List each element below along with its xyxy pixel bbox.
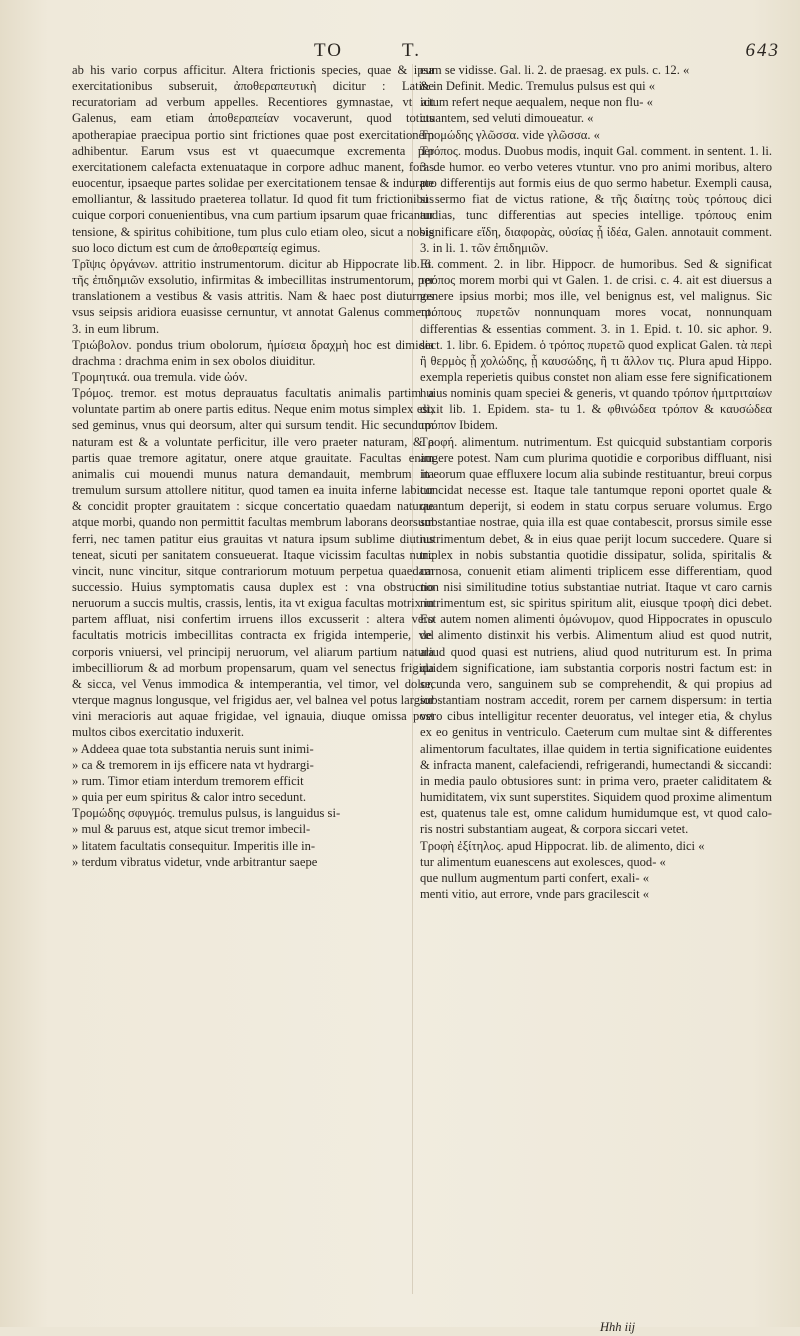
quoted-line: ctuantem, sed veluti dimoueatur. « <box>420 111 594 126</box>
paragraph: Τρῖψις ὀργάνων. attritio instrumentorum. dicitur ab Hippocrate lib. 6. τῆς ἐπιδημιῶν exsolutio, infirmitas & imbecillitas instrumentorum, per translationem a vestibus & vasis attritis. Nam & haec post diuturnos vsus seipsis aridiora euasisse cernuntur, vt annotat Galenus comment. 3. in eum librum. <box>72 256 434 336</box>
quoted-line: menti vitio, aut errore, vnde pars gracilescit « <box>420 886 650 901</box>
paragraph: Τροφή. alimentum. nutrimentum. Est quicquid substantiam corporis augere potest. Nam cum plurima quotidie e corporibus diffluant, nisi in eorum quae effluxere locum alia subinde restituantur, breui corpus concidat necesse est. Itaque tale tantumque reponi oportet quale & quantum deperijt, si eodem in statu corpus seruare volumus. Ergo substantiae nostrae, quia illa est quae contabescit, prorsus simile esse nutrimentum debet, & in eius quae perijt locum succedere. Quare si triplex in nobis substantia quotidie dissipatur, solida, spiritalis & carnosa, conuenit etiam alimenti triplicem esse differentiam, quod non nisi similitudine totius substantiae nutriat. Itaque vt caro carnis nutrimentum est, sic spiritus spiritum alit, eiusque τροφὴ dici debet. Est autem nomen alimenti ὁμώνυμον, quod Hippocrates in opusculo de alimento distinxit his verbis. Alimentum aliud est quod nutrit, aliud quod quasi est nutriens, aliud quod nutriturum est. In prima quidem significatione, iam substantia corporis nostri factum est: in secunda vero, sanguinem sub se comprehendit, & qui propius ad substantiam nostram accedit, rorem per carnem dispersum: in tertia vero cibus intelligitur recenter deuoratus, vel integer etia, & chylus ex eo genitus in ventriculo. Caeterum cum multae sint & differentes alimentorum facultates, illae quidem in tertia significatione euidentes & infracta manent, calefaciendi, refrigerandi, humectandi & siccandi: in media paulo obtusiores sunt: in prima vero, praeter caliditatem & humiditatem, vix sunt superstites. Siquidem quod proxime alimentum est, quatenus tale est, omne calidum humidumque est, vt quod calo- ris nostri substantiam augeat, & corpora siccari vetet. <box>420 434 772 837</box>
quoted-line: & in Definit. Medic. Tremulus pulsus est qui « <box>420 79 656 94</box>
right-column <box>420 62 772 1302</box>
quoted-line: ictum refert neque aequalem, neque non flu- « <box>420 95 653 110</box>
page-number: 643 <box>745 40 780 61</box>
running-head-right: T. <box>402 40 421 61</box>
running-head-left: TO <box>314 40 343 61</box>
paragraph: Τρόπος. modus. Duobus modis, inquit Gal. comment. in sentent. 1. li. 3. de humor. eo verbo veteres vtuntur. vno pro animi moribus, altero pro differentijs aut formis eius de quo sermo habetur. Exempli causa, si sermo fiat de victus ratione, & τῆς διαίτης τοὺς τρόπους dici audias, tunc differentias aut species intellige. τρόπους enim significare εἴδη, διαφορὰς, οὐσίας ᾗ ἰδέα, Galen. annotauit comment. 3. in li. 1. τῶν ἐπιδημιῶν. <box>420 143 772 255</box>
paragraph: Τριώβολον. pondus trium obolorum, ἡμίσεια δραχμὴ hoc est dimidia drachma : drachma enim in sex obolos diuiditur. <box>72 337 434 368</box>
paragraph: Τρομώδης γλῶσσα. vide γλῶσσα. « <box>420 127 600 142</box>
quoted-line: » ca & tremorem in ijs efficere nata vt hydrargi- <box>72 757 314 772</box>
paragraph: Τρομητικά. oua tremula. vide ὠόν. <box>72 369 248 384</box>
quoted-line: » quia per eum spiritus & calor intro secedunt. <box>72 790 306 805</box>
paragraph: Et comment. 2. in libr. Hippocr. de humoribus. Sed & significat τρόπος morem morbi qui vt Galen. 1. de crisi. c. 4. ait est diuersus a genere ipsius morbi; mos ille, vel benignus est, vel malignus. Sic τρόπους πυρετῶν nonnunquam mores vocat, nonnunquam differentias & essentias comment. 3. in 1. Epid. t. 10. sic aphor. 9. sect. 1. libr. 6. Epidem. ὁ τρόπος πυρετῶ quod explicat Galen. τὰ περὶ ἢ θερμὸς ᾗ χολώδης, ᾗ καυσώδης, ἢ τι ἄλλον τις. Plura apud Hippo. exempla reperietis quibus constet non aliam esse fere significationem huius nominis quam speciei & generis, vt quando τρόπον ἡμιτριταίων dixit lib. 1. Epidem. sta- tu 1. & φθινώδεα τρόπον & καυσώδεα τρόπον Ibidem. <box>420 256 772 433</box>
paragraph: Τρομώδης σφυγμός. tremulus pulsus, is languidus si- <box>72 806 341 821</box>
paragraph: ab his vario corpus afficitur. Altera frictionis species, quae & ipsa exercitationibus subseruit, ἀποθεραπευτικὴ dicitur : Latine recuratoriam ad verbum appelles. Recentiores gymnastae, vt ait Galenus, eam etiam ἀποθεραπείαν vocaverunt, quod totius apotherapiae praecipua portio sint frictiones quae post exercitationem adhibentur. Earum vsus est vt quaecumque excrementa per exercitationem calefacta extenuataque in corpore adhuc manent, foras euocentur, ipsaeque partes solidae per exercitationem tensae & indurate emolliantur, & lassitudo praeterea tollatur. Id quod fit tum frictionibus cuique corpori conuenientibus, vna cum partium ipsarum quae fricantur tensione, & spiritus cohibitione, tum plus culo etiam oleo, sicut a nobis suo loco dictum est cum de ἀποθεραπείᾳ egimus. <box>72 63 434 255</box>
quoted-line: » mul & paruus est, atque sicut tremor imbecil- <box>72 822 311 837</box>
left-column <box>72 62 434 1302</box>
quoted-line: tur alimentum euanescens aut exolesces, quod- « <box>420 854 666 869</box>
signature-mark: Hhh iij <box>600 1320 636 1334</box>
quoted-line: » rum. Timor etiam interdum tremorem efficit <box>72 773 304 788</box>
quoted-line: eum se vidisse. Gal. li. 2. de praesag. ex puls. c. 12. « <box>420 63 690 77</box>
paragraph: Τρόμος. tremor. est motus deprauatus facultatis animalis partim a voluntate partim ab onere partis editus. Neque enim motus simplex est, sed geminus, vnus qui deorsum, alter qui sursum tendit. Hic secundum naturam est & a voluntate perficitur, ille vero praeter naturam, & a partis quae tremore agitatur, onere atque grauitate. Facultas enim animalis cui mouendi munus natura demandauit, membrum ita tremulum sursum attollere nititur, quod tamen ea inuita inferne labitur & concidit propter grauitatem : sicque concertatio quaedam naturae atque morbi, quando non permittit facultas membrum laborans deorsum ferri, nec tamen patitur eius grauitas vt natura ipsum sublime diutius teneat, sicuti per sanitatem consueuerat. Itaque vicissim facultas nunc vincit, nunc vincitur, sitque contrariorum motuum perpetua quaedam successio. Huius symptomatis causa duplex est : vna obstructio neruorum a succis multis, crassis, lentis, ita vt exigua facultas motrix in partem affluat, nisi confertim irruens illos excusserit : altera vero facultatis motricis imbecillitas contracta ex frigida intemperie, vel corporis vniuersi, vel principij neruorum, vel aliarum partium natura imbecilliorum & ad morbum propensarum, quam vel senectus frigida & sicca, vel Venus immodica & intemperantia, vel timor, vel dolor, vterque magnus longusque, vel frigidus aer, vel balnea vel potus largior vini meracioris aut aquae frigidae, vel ignauia, diuque omissa post multos cibos exercitatio induxerit. <box>72 386 434 740</box>
quoted-line: » litatem facultatis consequitur. Imperitis ille in- <box>72 838 316 853</box>
quoted-line: Τροφὴ ἐξίτηλος. apud Hippocrat. lib. de alimento, dici « <box>420 838 705 853</box>
quoted-line: » terdum vibratus videtur, vnde arbitrantur saepe <box>72 854 318 869</box>
quoted-line: » Addeea quae tota substantia neruis sunt inimi- <box>72 741 314 756</box>
quoted-line: que nullum augmentum parti confert, exali- « <box>420 870 650 885</box>
